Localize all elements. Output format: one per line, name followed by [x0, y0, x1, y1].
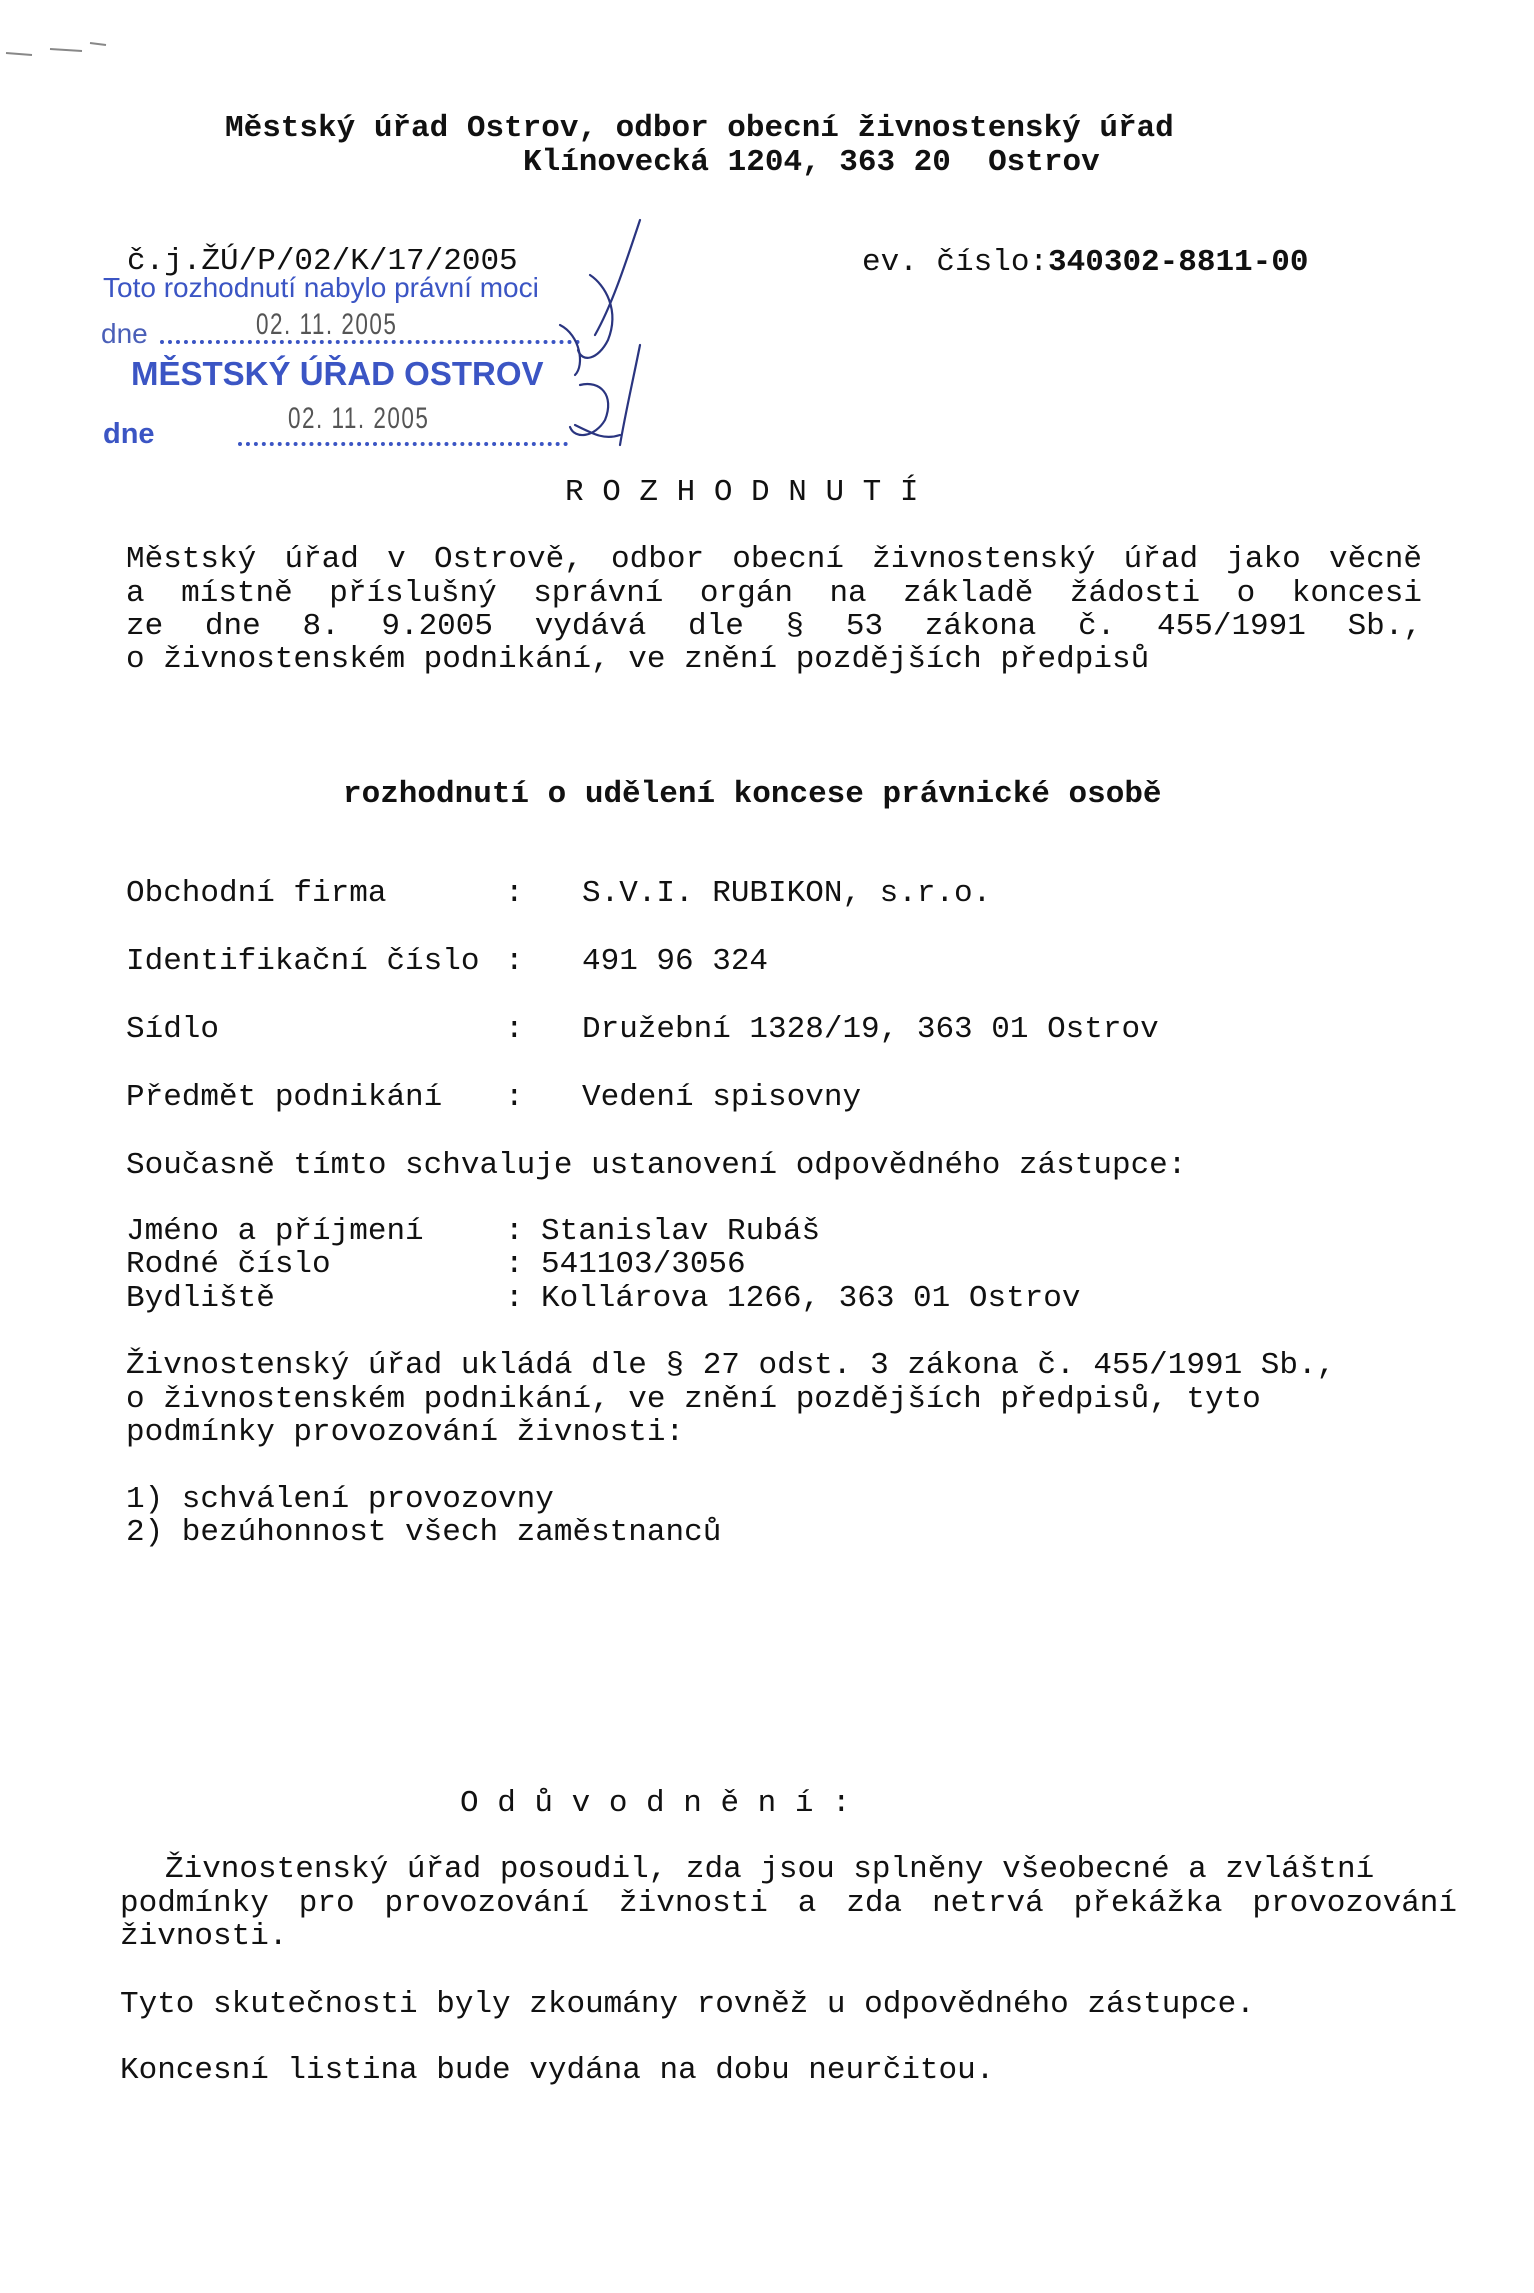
reference-number: č.j.ŽÚ/P/02/K/17/2005 — [127, 244, 518, 279]
rep-label-birth-number: Rodné číslo — [126, 1247, 331, 1282]
evidence-label: ev. číslo: — [862, 245, 1049, 280]
stamp-dne-label-2: dne — [103, 418, 155, 450]
rep-sep: : — [505, 1281, 524, 1316]
justification-p1-line-2: podmínky pro provozování živnosti a zda netrvá překážka provozování — [120, 1886, 1457, 1921]
field-label-business: Předmět podnikání — [126, 1080, 443, 1115]
justification-p3: Koncesní listina bude vydána na dobu neurčitou. — [120, 2053, 995, 2088]
handwritten-signature — [520, 215, 660, 455]
field-sep: : — [505, 1080, 524, 1115]
justification-p1-line-3: živnosti. — [120, 1919, 288, 1954]
intro-line-1: Městský úřad v Ostrově, odbor obecní živnostenský úřad jako věcně — [126, 542, 1422, 577]
field-value-id: 491 96 324 — [582, 944, 769, 979]
header-office: Městský úřad Ostrov, odbor obecní živnostenský úřad — [225, 111, 1174, 146]
condition-item: 1) schválení provozovny — [126, 1482, 554, 1517]
field-label-company: Obchodní firma — [126, 876, 387, 911]
document-title: R O Z H O D N U T Í — [565, 475, 919, 510]
field-value-seat: Družební 1328/19, 363 01 Ostrov — [582, 1012, 1159, 1047]
conditions-line-2: o živnostenském podnikání, ve znění pozdějších předpisů, tyto — [126, 1382, 1261, 1417]
decision-heading: rozhodnutí o udělení koncese právnické osobě — [343, 777, 1162, 812]
rep-sep: : — [505, 1247, 524, 1282]
header-address: Klínovecká 1204, 363 20 Ostrov — [523, 145, 1100, 180]
intro-line-3: ze dne 8. 9.2005 vydává dle § 53 zákona č. 455/1991 Sb., — [126, 609, 1422, 644]
representative-intro: Současně tímto schvaluje ustanovení odpovědného zástupce: — [126, 1148, 1187, 1183]
field-label-id: Identifikační číslo — [126, 944, 480, 979]
intro-line-4: o živnostenském podnikání, ve znění pozdějších předpisů — [126, 642, 1150, 677]
scan-mark — [2, 25, 112, 65]
field-label-seat: Sídlo — [126, 1012, 220, 1047]
intro-line-2: a místně příslušný správní orgán na základě žádosti o koncesi — [126, 576, 1422, 611]
rep-value-name: Stanislav Rubáš — [541, 1214, 821, 1249]
rep-value-birth-number: 541103/3056 — [541, 1247, 746, 1282]
rep-label-name: Jméno a příjmení — [126, 1214, 424, 1249]
stamp-date-1: 02. 11. 2005 — [256, 308, 398, 341]
field-sep: : — [505, 876, 524, 911]
justification-p2: Tyto skutečnosti byly zkoumány rovněž u odpovědného zástupce. — [120, 1987, 1255, 2022]
stamp-dotted-line-2 — [238, 442, 568, 446]
office-stamp: MĚSTSKÝ ÚŘAD OSTROV — [131, 355, 544, 392]
evidence-value: 340302-8811-00 — [1048, 245, 1309, 280]
conditions-line-3: podmínky provozování živnosti: — [126, 1415, 685, 1450]
evidence-number — [862, 246, 1308, 280]
field-sep: : — [505, 1012, 524, 1047]
field-value-company: S.V.I. RUBIKON, s.r.o. — [582, 876, 992, 911]
field-value-business: Vedení spisovny — [582, 1080, 862, 1115]
stamp-date-2: 02. 11. 2005 — [288, 402, 430, 435]
rep-label-residence: Bydliště — [126, 1281, 275, 1316]
rep-value-residence: Kollárova 1266, 363 01 Ostrov — [541, 1281, 1081, 1316]
field-sep: : — [505, 944, 524, 979]
stamp-dne-label-1: dne — [101, 318, 148, 349]
conditions-line-1: Živnostenský úřad ukládá dle § 27 odst. 3 zákona č. 455/1991 Sb., — [126, 1348, 1336, 1383]
condition-item: 2) bezúhonnost všech zaměstnanců — [126, 1515, 722, 1550]
justification-heading: O d ů v o d n ě n í : — [460, 1786, 851, 1821]
legal-force-stamp: Toto rozhodnutí nabylo právní moci — [103, 272, 539, 303]
rep-sep: : — [505, 1214, 524, 1249]
justification-p1-line-1: Živnostenský úřad posoudil, zda jsou splněny všeobecné a zvláštní — [165, 1852, 1375, 1887]
